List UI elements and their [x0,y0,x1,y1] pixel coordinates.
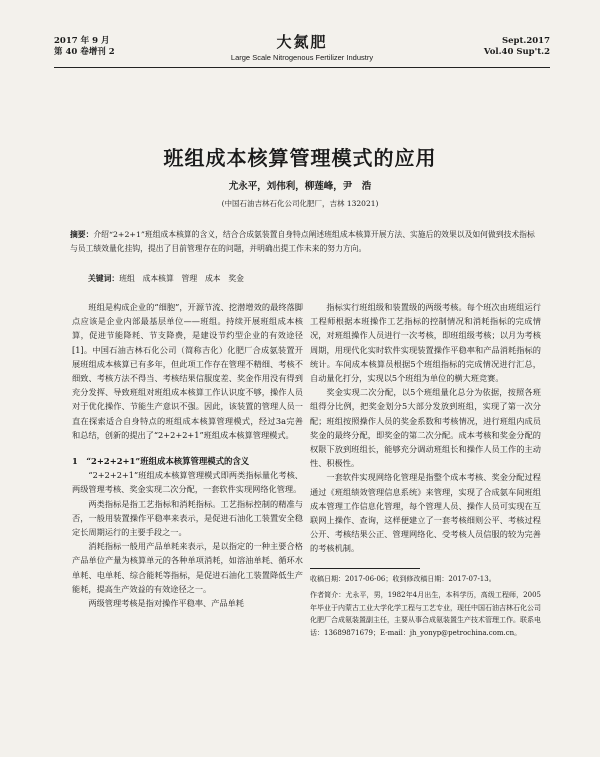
abstract-text: 介绍“2+2+1”班组成本核算的含义，结合合成氨装置自身特点阐述班组成本核算开展方法、实施后的效果以及如何做到技术指标与员工绩效量化挂钩，提出了目前管理存在的问题，并明确出提工作未来的努力方向。 [70,230,535,253]
header-rule [54,67,550,68]
running-header [54,34,550,68]
section-paragraph: 消耗指标一般用产品单耗来表示，是以指定的一种主要合格产品单位产量为核算单元的各种单项消耗，如溶油单耗、循环水单耗、电单耗、综合能耗等指标，是促进石油化工装置降低生产能耗，提高生产效益的有效途径之一。 [72,541,303,594]
footnote-author-bio: 作者简介：尤永平，男，1982年4月出生，本科学历，高级工程师，2005年毕业于内蒙古工业大学化学工程与工艺专业，现任中国石油吉林石化公司化肥厂合成氨装置副主任，主要从事合成氨装置生产技术管理工作。联系电话：13689871679；E-mail：jh_yonyp@petrochina.com.cn。 [310,591,541,637]
article-affiliation: (中国石油吉林石化公司化肥厂，吉林 132021) [221,199,379,208]
body-paragraph: 奖金实现二次分配，以5个班组量化总分为依据，按照各班组得分比例，把奖金划分5大部分发放到班组，实现了第一次分配；班组按照操作人员的奖金系数和考核情况，进行班组内成员奖金的最终分配，即奖金的第二次分配。成本考核和奖金分配的权限下放到班组长，能够充分调动班组长和操作人员工作的主动性、积极性。 [310,387,541,469]
journal-english-name: Large Scale Nitrogenous Fertilizer Industry [230,53,374,62]
body-paragraph: 一套软件实现网络化管理是指整个成本考核、奖金分配过程通过《班组绩效管理信息系统》来管理，实现了合成氨车间班组成本管理工作信息化管理，每个管理人员、操作人员可实现在互联网上操作、查询，这样便建立了一套考核细则公平、考核过程公开、考核结果公正、管理网络化、受考核人员信服的较为完善的考核机制。 [310,472,541,554]
intro-paragraph: 班组是构成企业的“细胞”，开源节流、挖潜增效的最终落脚点应该是企业内部最基层单位——班组。持续开展班组成本核算，促进节能降耗、节支降费，是建设节约型企业的有效途径[1]。中国石油吉林石化公司（简称吉化）化肥厂合成氨装置开展班组成本核算已有多年，但此项工作存在管理不精细、考核不细致、考核方法不得当、考核结果信服度差、奖金作用没有得到充分发挥、导致班组对班组成本核算工作认识度不够，操作人员对于优化操作、节能生产意识不强。因此，该装置的管理人员一直在探索适合自身特点的班组成本核算管理模式，经过3a完善和总结，创新的提出了“2+2+2+1”班组成本核算管理模式。 [72,302,303,440]
article-title: 班组成本核算管理模式的应用 [163,146,437,170]
keywords [88,273,244,284]
footnote-rule [310,568,420,569]
header-right [484,36,550,58]
keywords-label: 关键词： [88,274,120,283]
header-date-en: Sept.2017 [501,36,550,46]
keywords-text: 班组 成本核算 管理 成本 奖金 [119,274,244,283]
section-heading: 1 “2+2+2+1”班组成本核算管理模式的含义 [72,456,250,467]
body-paragraph: 指标实行班组级和装置级的两级考核。每个班次由班组运行工程师根据本班操作工艺指标的控制情况和消耗指标的完成情况，对班组操作人员进行一次考核，即班组级考核；以月为考核周期，用现代化实时软件实现装置操作平稳率和产品消耗指标的统计。车间成本核算员根据5个班组指标的完成情况进行汇总，自动量化打分，实现以5个班组为单位的横大班竞赛。 [310,302,541,384]
section-paragraph: 两类指标是指工艺指标和消耗指标。工艺指标控制的精准与否，一般用装置操作平稳率来表示，是促进石油化工装置安全稳定长周期运行的主要手段之一。 [72,498,303,538]
abstract [70,228,536,256]
section-paragraph: “2+2+2+1”班组成本核算管理模式即两类指标量化考核、两级管理考核、奖金实现二次分配，一套软件实现网络化管理。 [72,470,303,495]
article-authors: 尤永平，刘伟利，柳莲峰，尹 浩 [228,181,372,192]
abstract-label: 摘要： [70,230,94,239]
journal-logo: 大氮肥 [276,33,328,51]
header-volume-cn: 第 40 卷增刊 2 [54,47,115,57]
left-column [72,300,303,610]
footnote-received: 收稿日期：2017-06-06；收到修改稿日期：2017-07-13。 [310,574,496,583]
section-paragraph: 两级管理考核是指对操作平稳率、产品单耗 [88,598,244,609]
header-date-cn: 2017 年 9 月 [54,36,110,46]
header-volume-en: Vol.40 Sup't.2 [483,47,550,57]
right-column [310,300,541,639]
header-journal [54,34,550,63]
